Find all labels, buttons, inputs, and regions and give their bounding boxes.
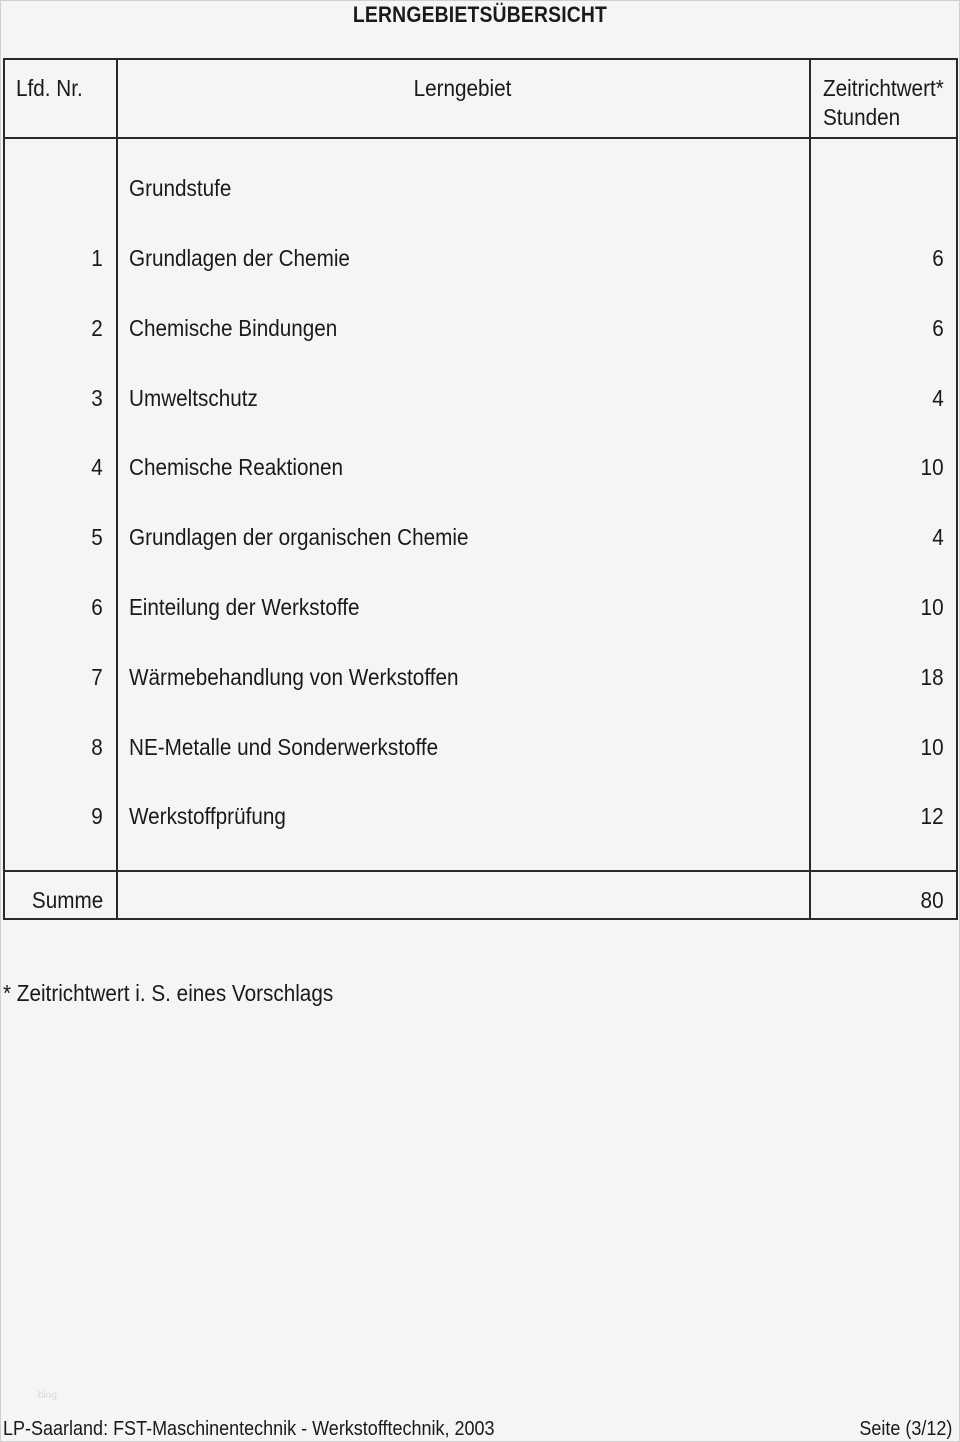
row-lerngebiet: Einteilung der Werkstoffe	[129, 594, 360, 620]
row-nr: 1	[91, 245, 103, 271]
row-nr: 8	[91, 734, 103, 760]
row-nr: 6	[91, 594, 103, 620]
row-lerngebiet: Grundlagen der organischen Chemie	[129, 524, 469, 550]
footer-page-number: Seite (3/12)	[858, 1418, 952, 1440]
row-stunden: 18	[920, 664, 944, 690]
row-stunden: 10	[920, 734, 944, 760]
row-lerngebiet: Wärmebehandlung von Werkstoffen	[129, 664, 459, 690]
row-lerngebiet: Umweltschutz	[129, 385, 258, 411]
sum-value: 80	[920, 887, 944, 913]
row-nr: 2	[91, 315, 103, 341]
row-lerngebiet: NE-Metalle und Sonderwerkstoffe	[129, 734, 439, 760]
row-lerngebiet: Chemische Reaktionen	[129, 454, 344, 480]
header-zeitrichtwert: Zeitrichtwert*	[823, 75, 944, 101]
header-nr: Lfd. Nr.	[16, 75, 83, 101]
row-stunden: 4	[932, 385, 944, 411]
row-lerngebiet: Grundlagen der Chemie	[129, 245, 350, 271]
section-label: Grundstufe	[129, 175, 232, 201]
row-nr: 3	[91, 385, 103, 411]
watermark: blog	[38, 1390, 57, 1401]
row-nr: 5	[91, 524, 103, 550]
header-divider	[5, 137, 956, 139]
header-lerngebiet: Lerngebiet	[413, 75, 512, 101]
row-stunden: 10	[920, 594, 944, 620]
footer-source: LP-Saarland: FST-Maschinentechnik - Werkstofftechnik, 2003	[3, 1418, 495, 1440]
sum-divider	[5, 870, 956, 872]
row-nr: 7	[91, 664, 103, 690]
page-title: LERNGEBIETSÜBERSICHT	[352, 2, 608, 27]
lerngebiet-table	[3, 58, 958, 920]
column-divider-2	[809, 60, 811, 918]
row-stunden: 6	[932, 245, 944, 271]
sum-label: Summe	[31, 887, 103, 913]
row-nr: 9	[91, 803, 103, 829]
header-stunden: Stunden	[823, 104, 901, 130]
row-lerngebiet: Chemische Bindungen	[129, 315, 338, 341]
row-stunden: 12	[920, 803, 944, 829]
row-nr: 4	[91, 454, 103, 480]
row-stunden: 4	[932, 524, 944, 550]
footnote: * Zeitrichtwert i. S. eines Vorschlags	[3, 980, 334, 1006]
row-stunden: 10	[920, 454, 944, 480]
row-stunden: 6	[932, 315, 944, 341]
row-lerngebiet: Werkstoffprüfung	[129, 803, 286, 829]
column-divider-1	[116, 60, 118, 918]
